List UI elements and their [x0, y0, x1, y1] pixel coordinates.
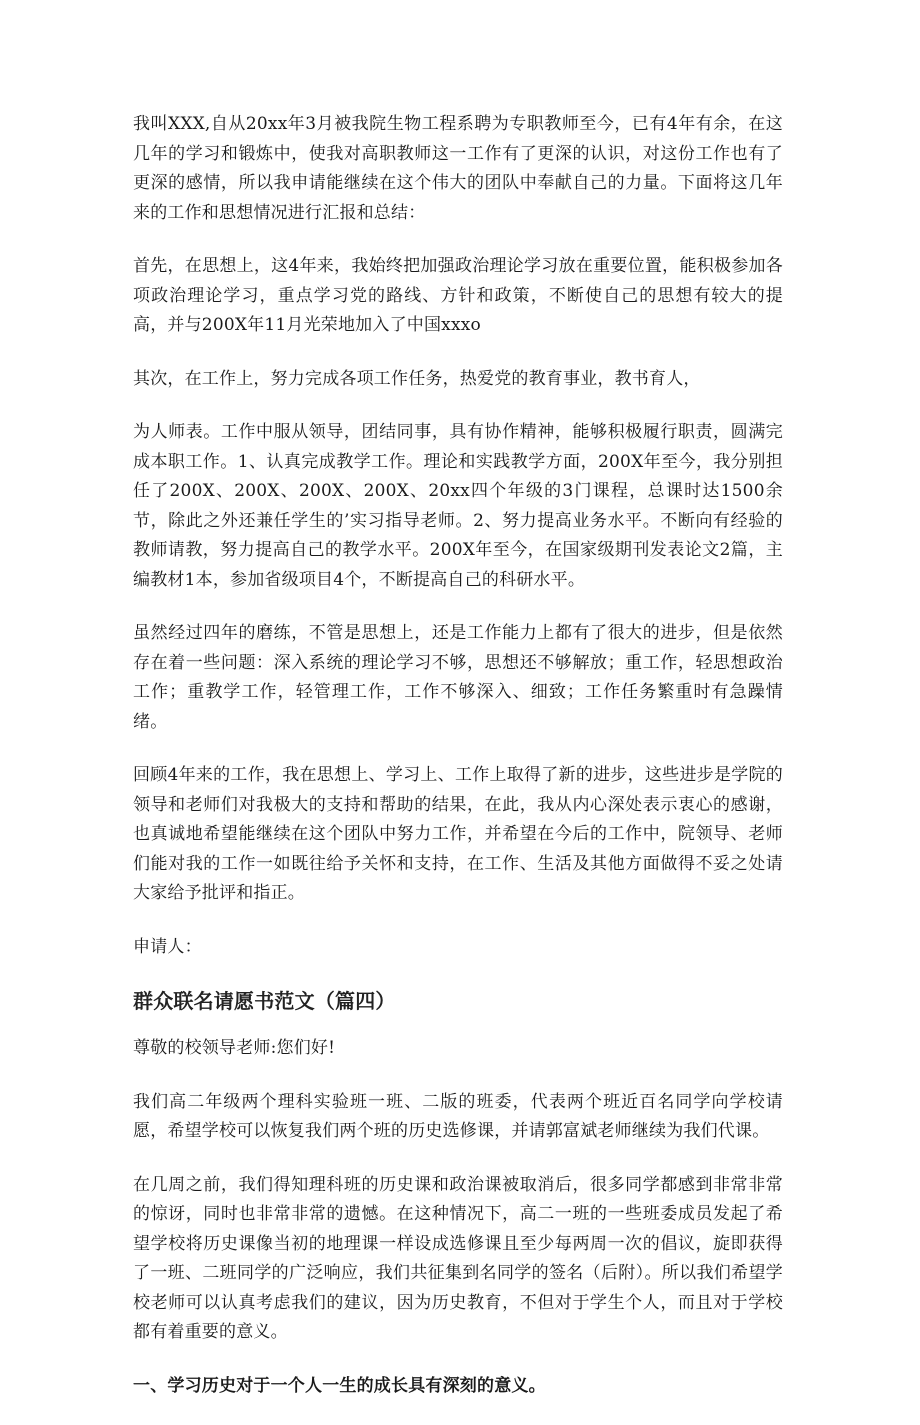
- paragraph-review: 回顾4年来的工作，我在思想上、学习上、工作上取得了新的进步，这些进步是学院的领导和老师们对我极大的支持和帮助的结果，在此，我从内心深处表示衷心的感谢，也真诚地希望能继续在这个团队中努力工作，并希望在今后的工作中，院领导、老师们能对我的工作一如既往给予关怀和支持，在工作、生活及其他方面做得不妥之处请大家给予批评和指正。: [133, 765, 783, 903]
- paragraph-work-intro: 其次，在工作上，努力完成各项工作任务，热爱党的教育事业，教书育人，: [133, 368, 701, 389]
- paragraph-background: 在几周之前，我们得知理科班的历史课和政治课被取消后，很多同学都感到非常非常的惊讶，同时也非常非常的遗憾。在这种情况下，高二一班的一些班委成员发起了希望学校将历史课像当初的地理课一样设成选修课且至少每两周一次的倡议，旋即获得了一班、二班同学的广泛响应，我们共征集到名同学的签名（后附）。所以我们希望学校老师可以认真考虑我们的建议，因为历史教育，不但对于学生个人，而且对于学校都有着重要的意义。: [133, 1174, 783, 1342]
- document-page: [133, 110, 783, 1425]
- paragraph-petition: 我们高二年级两个理科实验班一班、二版的班委，代表两个班近百名同学向学校请愿，希望学校可以恢复我们两个班的历史选修课，并请郭富斌老师继续为我们代课。: [133, 1091, 783, 1141]
- paragraph-work-detail: 为人师表。工作中服从领导，团结同事，具有协作精神，能够积极履行职责，圆满完成本职工作。1、认真完成教学工作。理论和实践教学方面，200X年至今，我分别担任了200X、200X、200X、200X、20xx四个年级的3门课程，总课时达1500余节，除此之外还兼任学生的’实习指导老师。2、努力提高业务水平。不断向有经验的教师请教，努力提高自己的教学水平。200X年至今，在国家级期刊发表论文2篇，主编教材1本，参加省级项目4个，不断提高自己的科研水平。: [133, 422, 783, 590]
- salutation: 尊敬的校领导老师:您们好!: [133, 1038, 336, 1058]
- paragraph-thought: 首先，在思想上，这4年来，我始终把加强政治理论学习放在重要位置，能积极参加各项政治理论学习，重点学习党的路线、方针和政策，不断使自己的思想有较大的提高，并与200X年11月光荣地加入了中国xxxo: [133, 256, 783, 335]
- section-title: 群众联名请愿书范文（篇四）: [133, 989, 396, 1013]
- applicant-label: 申请人：: [133, 936, 202, 957]
- subheading: 一、学习历史对于一个人一生的成长具有深刻的意义。: [133, 1375, 546, 1396]
- paragraph-intro: 我叫XXX,自从20xx年3月被我院生物工程系聘为专职教师至今，已有4年有余，在这几年的学习和锻炼中，使我对高职教师这一工作有了更深的认识，对这份工作也有了更深的感情，所以我申请能继续在这个伟大的团队中奉献自己的力量。下面将这几年来的工作和思想情况进行汇报和总结：: [133, 114, 783, 223]
- paragraph-problems: 虽然经过四年的磨练，不管是思想上，还是工作能力上都有了很大的进步，但是依然存在着一些问题：深入系统的理论学习不够，思想还不够解放；重工作，轻思想政治工作；重教学工作，轻管理工作，工作不够深入、细致；工作任务繁重时有急躁情绪。: [133, 623, 783, 732]
